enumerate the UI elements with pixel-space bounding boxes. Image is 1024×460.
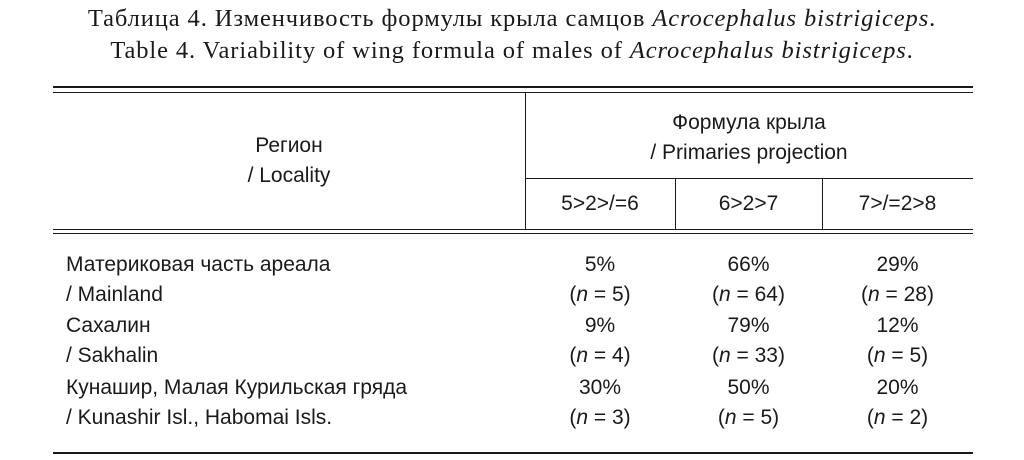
value-cell [672,373,825,433]
formula-subheader-rule [525,178,973,179]
n-symbol: n [719,344,731,367]
region-name-ru: Сахалин [66,314,151,337]
n-symbol: n [576,283,589,306]
caption-ru-suffix: . [929,5,937,32]
caption-ru-prefix: Таблица 4. Изменчивость формулы крыла самцов [87,5,653,32]
region-header [53,131,525,191]
value-cell [525,373,675,433]
n-symbol: n [868,283,880,306]
table-top-rule-inner [53,92,973,93]
n-symbol: n [576,344,589,367]
percent-value: 30% [578,376,622,399]
n-value: 3 [611,406,624,429]
table-row [0,311,1024,371]
value-cell [672,311,825,371]
table-caption-ru [0,4,1024,34]
percent-value: 66% [727,253,770,276]
sample-size: (n = 2) [866,406,929,429]
region-cell [66,373,407,433]
region-name-en: / Kunashir Isl., Habomai Isls. [66,406,333,429]
region-name-en: / Mainland [66,283,163,306]
region-name-en: / Sakhalin [66,344,159,367]
sample-size: (n = 3) [569,406,631,429]
value-cell [525,250,675,310]
caption-ru-species: Acrocephalus bistrigiceps [652,5,930,32]
formula-header-ru: Формула крыла [672,111,826,134]
sample-size: (n = 4) [569,344,631,367]
caption-en-suffix: . [906,37,914,64]
sample-size: (n = 5) [569,283,631,306]
table-row [0,250,1024,310]
n-value: 2 [909,406,922,429]
n-symbol: n [576,406,589,429]
n-value: 5 [611,283,624,306]
percent-value: 12% [876,314,919,337]
region-cell [66,250,331,310]
value-cell [822,311,973,371]
n-value: 5 [760,406,773,429]
percent-value: 79% [727,314,770,337]
region-name-ru: Материковая часть ареала [66,253,331,276]
n-value: 4 [611,344,624,367]
header-bottom-rule-inner [53,233,973,234]
table-top-rule [53,86,973,88]
value-cell [822,373,973,433]
n-value: 64 [754,283,778,306]
n-symbol: n [724,406,737,429]
n-symbol: n [873,344,886,367]
sample-size: (n = 5) [717,406,780,429]
n-symbol: n [719,283,731,306]
n-value: 5 [909,344,922,367]
formula-header [525,108,973,168]
sample-size: (n = 33) [712,344,785,367]
caption-en-species: Acrocephalus bistrigiceps [629,37,907,64]
percent-value: 29% [876,253,919,276]
percent-value: 20% [876,376,919,399]
sample-size: (n = 64) [712,283,785,306]
percent-value: 9% [584,314,616,337]
value-cell [525,311,675,371]
region-header-ru: Регион [255,134,323,157]
n-value: 28 [903,283,927,306]
n-symbol: n [873,406,886,429]
region-cell [66,311,158,371]
value-cell [822,250,973,310]
formula-header-en: / Primaries projection [650,141,848,164]
region-name-ru: Кунашир, Малая Курильская гряда [66,376,408,399]
table-bottom-rule [53,452,973,454]
column-header-3: 7>/=2>8 [858,192,937,215]
percent-value: 5% [584,253,616,276]
region-header-en: / Locality [247,164,331,187]
value-cell [672,250,825,310]
column-header-2: 6>2>7 [718,192,779,215]
sample-size: (n = 5) [866,344,929,367]
header-bottom-rule [53,229,973,230]
n-value: 33 [754,344,778,367]
sample-size: (n = 28) [861,283,934,306]
percent-value: 50% [727,376,770,399]
column-header-1: 5>2>/=6 [561,192,639,215]
caption-en-prefix: Table 4. Variability of wing formula of males of [110,37,630,64]
table-row [0,373,1024,433]
table-caption-en [0,36,1024,66]
